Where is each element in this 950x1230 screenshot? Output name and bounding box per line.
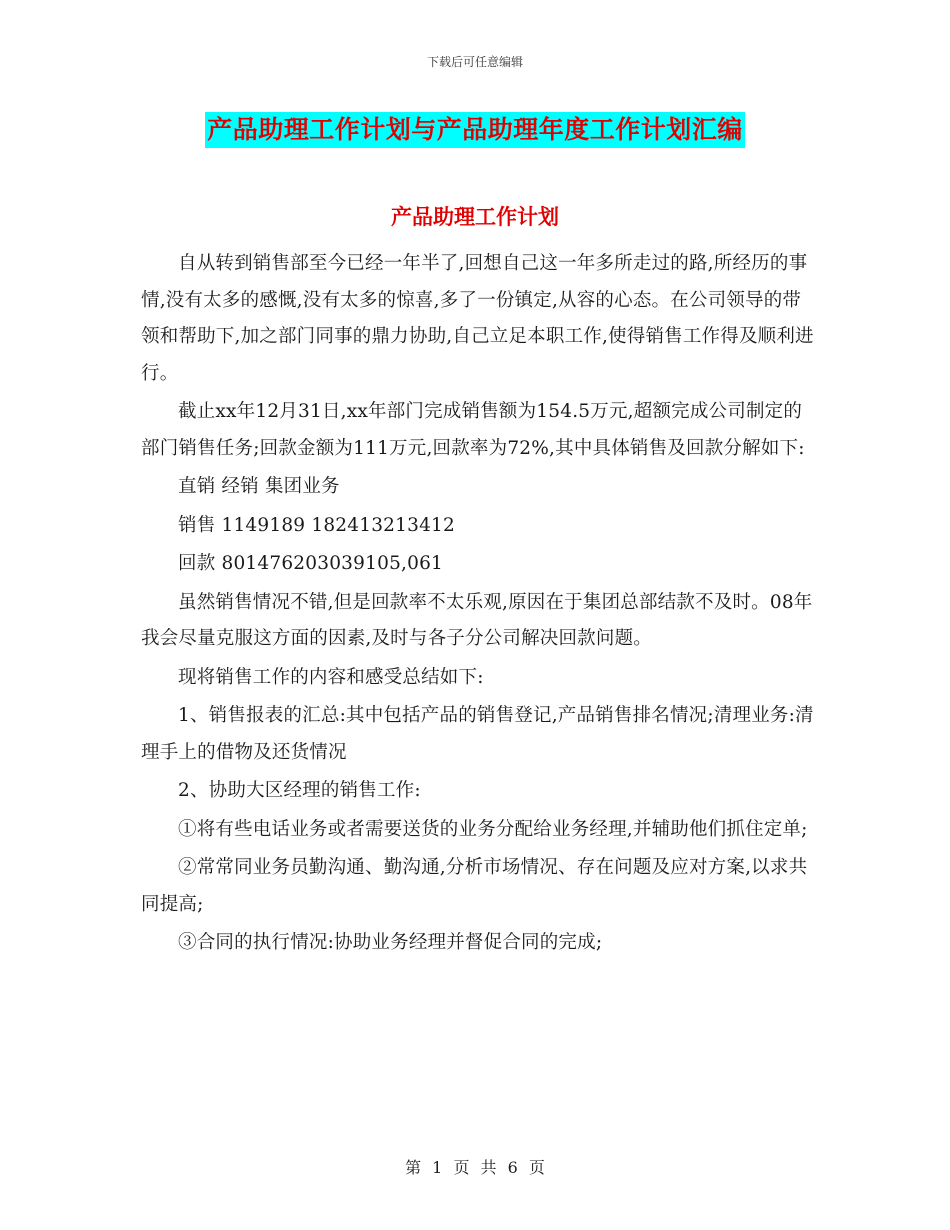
list-item: 1、销售报表的汇总:其中包括产品的销售登记,产品销售排名情况;清理业务:清理手上的借物及还货情况	[141, 705, 814, 763]
header-note: 下载后可任意编辑	[426, 55, 523, 69]
list-item: 2、协助大区经理的销售工作:	[178, 780, 421, 801]
paragraph: 截止xx年12月31日,xx年部门完成销售额为154.5万元,超额完成公司制定的部门销售任务;回款金额为111万元,回款率为72%,其中具体销售及回款分解如下:	[141, 401, 805, 459]
sub-list-item: ③合同的执行情况:协助业务经理并督促合同的完成;	[178, 932, 603, 953]
section-title: 产品助理工作计划	[391, 204, 559, 229]
document-body	[141, 246, 817, 962]
paragraph: 现将销售工作的内容和感受总结如下:	[178, 666, 484, 688]
payment-row: 回款 801476203039105,061	[178, 553, 444, 574]
paragraph: 虽然销售情况不错,但是回款率不太乐观,原因在于集团总部结款不及时。08年我会尽量克服这方面的因素,及时与各子分公司解决回款问题。	[141, 591, 813, 649]
document-title	[0, 112, 950, 148]
sub-list-item: ①将有些电话业务或者需要送货的业务分配给业务经理,并辅助他们抓住定单;	[178, 818, 808, 840]
paragraph: 自从转到销售部至今已经一年半了,回想自己这一年多所走过的路,所经历的事情,没有太多的感慨,没有太多的惊喜,多了一份镇定,从容的心态。在公司领导的带领和帮助下,加之部门同事的鼎力协助,自己立足本职工作,使得销售工作得及顺利进行。	[141, 253, 814, 384]
sales-row: 销售 1149189 182413213412	[178, 514, 455, 536]
sub-list-item: ②常常同业务员勤沟通、勤沟通,分析市场情况、存在问题及应对方案,以求共 同提高;	[141, 857, 808, 915]
document-title-text: 产品助理工作计划与产品助理年度工作计划汇编	[205, 112, 745, 148]
sales-table-header: 直销 经销 集团业务	[178, 476, 340, 497]
page-footer: 第 1 页 共 6 页	[405, 1158, 545, 1177]
